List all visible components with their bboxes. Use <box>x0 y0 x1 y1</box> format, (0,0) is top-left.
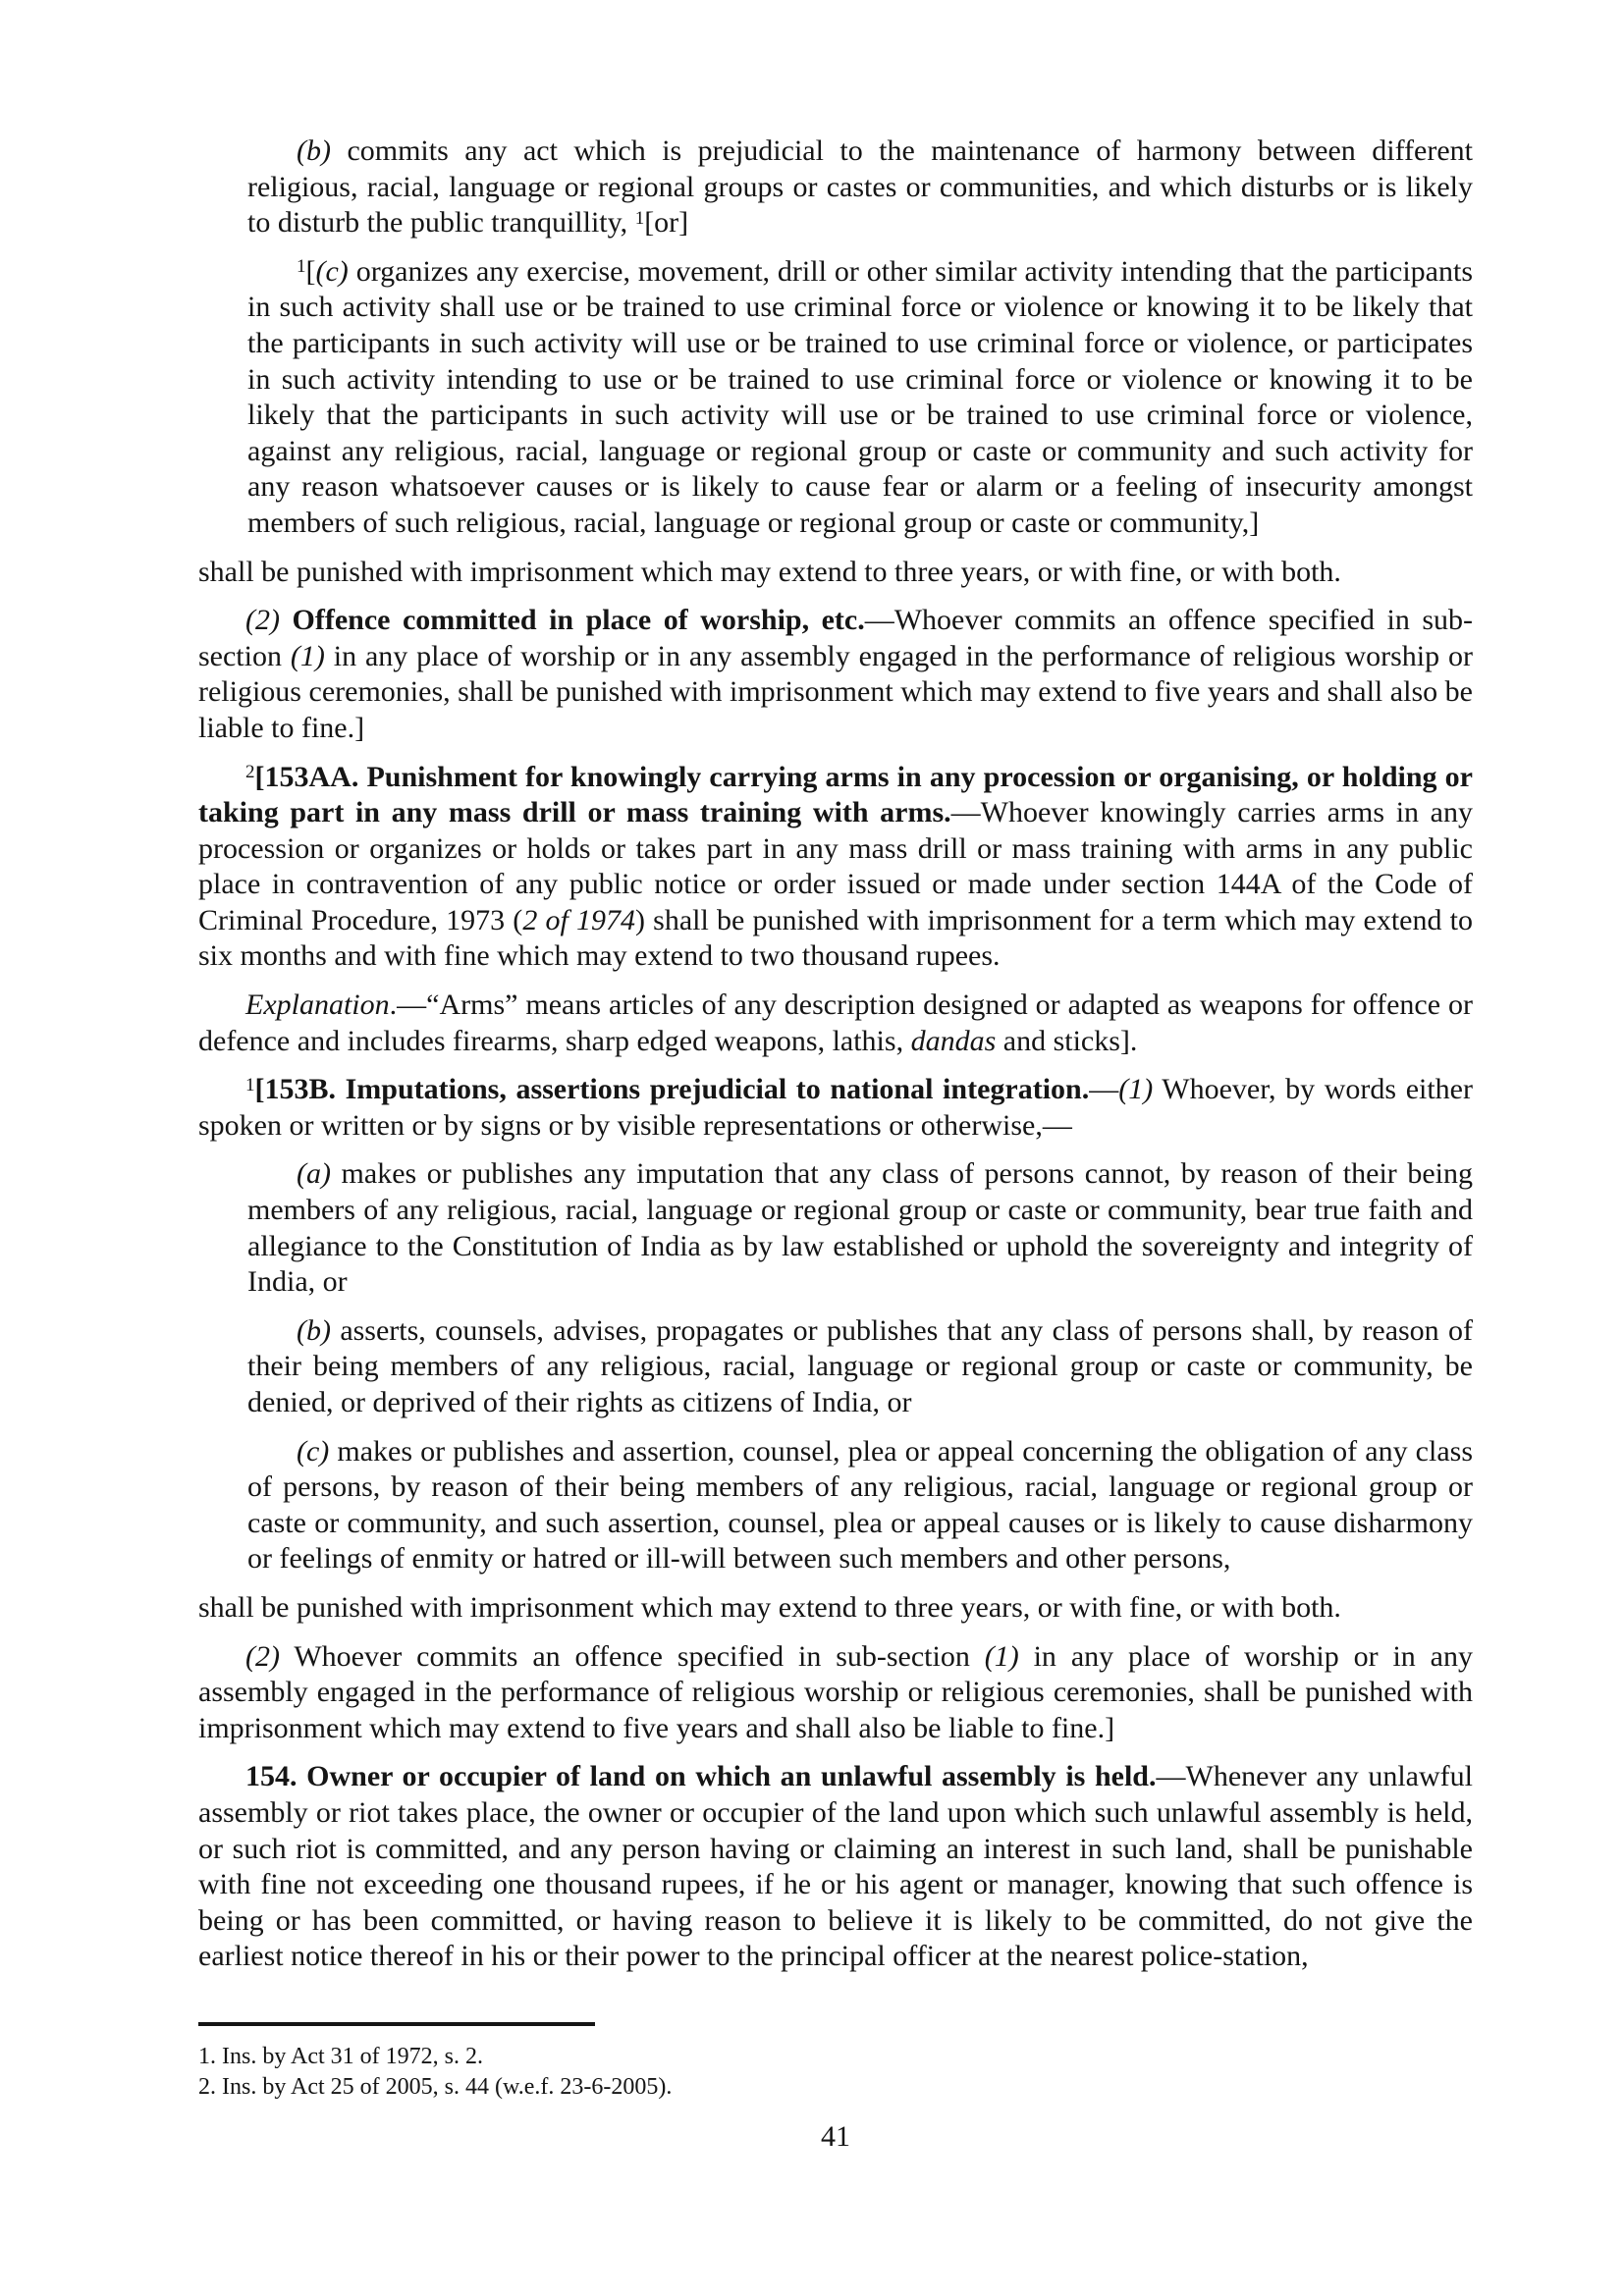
text-run: dandas <box>910 1024 997 1057</box>
explanation-153aa <box>198 988 1473 1059</box>
clause-b-153b <box>247 1313 1473 1421</box>
text-run: ) shall be punished with imprisonment for a term which may extend to six months and with fine which may extend to two thousand rupees. <box>198 903 1473 973</box>
text-run: (2) <box>245 604 280 637</box>
text-run: [ <box>305 254 316 288</box>
text-run: 154. Owner or occupier of land on which an unlawful assembly is held. <box>245 1760 1157 1793</box>
text-run: shall be punished with imprisonment which may extend to three years, or with fine, or with both. <box>198 555 1341 588</box>
section-153aa <box>198 760 1473 976</box>
punishment-clause-153b <box>198 1590 1473 1627</box>
footnote-1: 1. Ins. by Act 31 of 1972, s. 2. <box>198 2044 483 2069</box>
text-block <box>198 133 1473 1975</box>
text-run: — <box>1089 1073 1119 1106</box>
clause-c-153b <box>247 1434 1473 1577</box>
text-run: (a) <box>297 1157 331 1191</box>
text-run: (b) <box>297 134 331 167</box>
text-run: 2 of 1974 <box>522 903 636 936</box>
text-run: (2) <box>245 1639 280 1673</box>
text-run: —Whoever knowingly carries arms in any procession or organizes or holds or takes part in any mass drill or mass training with arms in any public place in contravention of any public notice or order issued or made under section 144A of the Code of Criminal Procedure, 1973 ( <box>198 796 1473 936</box>
text-run: 2 <box>245 761 255 782</box>
section-153b-heading <box>198 1072 1473 1144</box>
text-run <box>280 604 293 636</box>
text-run: (c) <box>315 254 349 288</box>
text-run: 1 <box>297 256 306 278</box>
text-run: Offence committed in place of worship, etc. <box>292 604 865 637</box>
text-run: commits any act which is prejudicial to the maintenance of harmony between different religious, racial, language or regional groups or castes or communities, and which disturbs or is likely to disturb the public tranquillity, <box>247 134 1473 240</box>
text-run: (1) <box>1118 1073 1154 1106</box>
text-run: .—“Arms” means articles of any description designed or adapted as weapons for offence or defence and includes firearms, sharp edged weapons, lathis <box>198 988 1473 1057</box>
text-run: —Whoever commits an offence specified in sub-section <box>198 604 1474 672</box>
footnotes <box>198 2022 1473 2103</box>
text-run: [or] <box>644 206 689 240</box>
section-154 <box>198 1759 1473 1975</box>
text-run: —Whenever any unlawful assembly or riot takes place, the owner or occupier of the land upon which such unlawful assembly is held, or such riot is committed, and any person having or claiming an interest in such land, shall be punishable with fine not exceeding one thousand rupees, if he or his agent or manager, knowing that such offence is being or has been committed, or having reason to believe it is likely to be committed, do not give the earliest notice thereof in his or their power to the principal officer at the nearest police-station, <box>198 1760 1473 1973</box>
text-run: Whoever, by words either spoken or written or by signs or by visible representations or otherwise,— <box>198 1073 1473 1142</box>
text-run: makes or publishes any imputation that any class of persons cannot, by reason of their being members of any religious, racial, language or regional group or caste or community, bear true faith and allegiance to the Constitution of India as by law established or uphold the sovereignty and integrity of India, or <box>247 1157 1473 1299</box>
text-run: 1 <box>245 1074 255 1095</box>
footnote-2: 2. Ins. by Act 25 of 2005, s. 44 (w.e.f. 23-6-2005). <box>198 2074 673 2100</box>
page-number: 41 <box>821 2120 850 2153</box>
clause-b-153a <box>247 133 1473 241</box>
text-run: asserts, counsels, advises, propagates or publishes that any class of persons shall, by reason of their being members of any religious, racial, language or regional group or caste or community, be denied, or deprived of their rights as citizens of India, or <box>247 1313 1473 1418</box>
text-run: organizes any exercise, movement, drill or other similar activity intending that the participants in such activity shall use or be trained to use criminal force or violence or knowing it to be likely that the participants in such activity will use or be trained to use criminal force or violence, or participates in such activity intending to use or be trained to use criminal force or violence or knowing it to be likely that the participants in such activity will use or be trained to use criminal force or violence, against any religious, racial, language or regional group or caste or community and such activity for any reason whatsoever causes or is likely to cause fear or alarm or a feeling of insecurity amongst members of such religious, racial, language or regional group or caste or community,] <box>247 254 1473 539</box>
text-run: 1 <box>634 207 645 229</box>
text-run: in any place of worship or in any assembly engaged in the performance of religious worship or religious ceremonies, shall be punished with imprisonment which may extend to five years and shall also be liable to fine.] <box>198 1639 1474 1744</box>
text-run: Explanation <box>245 988 390 1022</box>
text-run: shall be punished with imprisonment which may extend to three years, or with fine, or with both. <box>198 1590 1341 1624</box>
text-run: (b) <box>297 1313 331 1347</box>
clause-c-153a <box>247 254 1473 542</box>
text-run: makes or publishes and assertion, counsel, plea or appeal concerning the obligation of any class of persons, by reason of their being members of any religious, racial, language or regional group or caste or community, and such assertion, counsel, plea or appeal causes or is likely to cause disharmony or feelings of enmity or hatred or ill-will between such members and other persons, <box>247 1434 1473 1575</box>
text-run: in any place of worship or in any assembly engaged in the performance of religious worship or religious ceremonies, shall be punished with imprisonment which may extend to five years and shall also be liable to fine.] <box>198 639 1473 744</box>
text-run: and sticks]. <box>996 1024 1138 1057</box>
punishment-clause-153a <box>198 555 1473 591</box>
subsection-2-153b <box>198 1639 1473 1747</box>
text-run: , <box>895 1024 911 1057</box>
text-run: (1) <box>984 1639 1019 1673</box>
text-run: (1) <box>290 639 325 672</box>
text-run: [153AA. Punishment for knowingly carrying arms in any procession or organising, or holding or taking part in any mass drill or mass training with arms. <box>198 760 1473 829</box>
text-run: [153B. Imputations, assertions prejudicial to national integration. <box>254 1073 1090 1106</box>
text-run: Whoever commits an offence specified in sub-section <box>279 1639 985 1673</box>
clause-a-153b <box>247 1156 1473 1300</box>
text-run: (c) <box>297 1434 330 1468</box>
subsection-2-153a <box>198 603 1473 746</box>
footnote-separator <box>198 2022 595 2026</box>
